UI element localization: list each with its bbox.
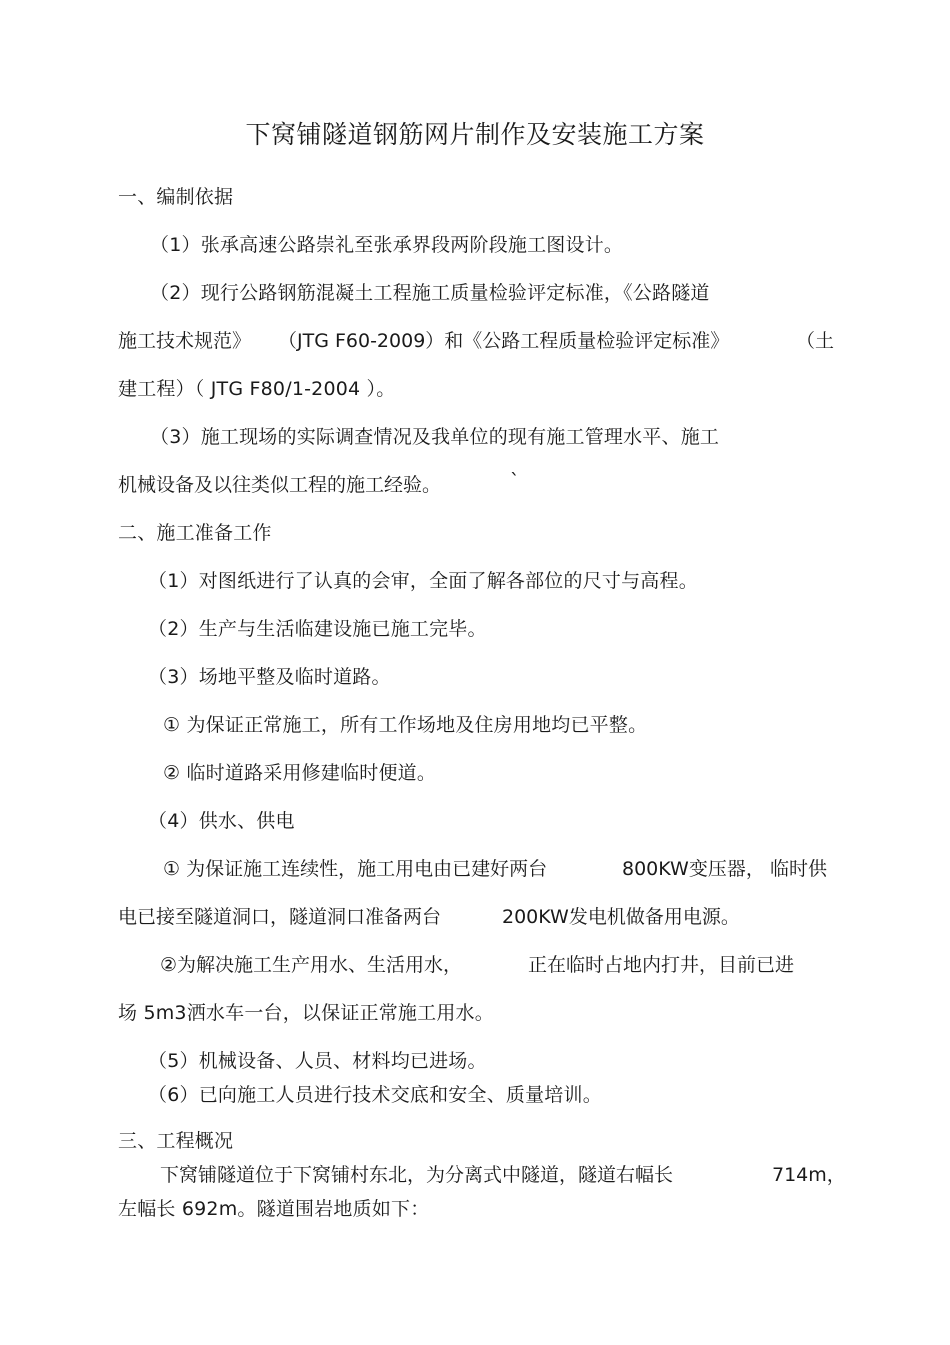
prep-item-4-sub-1-line-2-part-1: 电已接至隧道洞口，隧道洞口准备两台 bbox=[118, 906, 442, 928]
overview-line-1-part-2: 714m， bbox=[772, 1164, 846, 1186]
section-heading-overview: 三、工程概况 bbox=[118, 1130, 234, 1152]
section-heading-basis: 一、编制依据 bbox=[118, 186, 234, 208]
basis-item-2-line-3: 建工程）（ JTG F80/1-2004 ）。 bbox=[118, 378, 396, 400]
overview-line-1-part-1: 下窝铺隧道位于下窝铺村东北，为分离式中隧道，隧道右幅长 bbox=[160, 1164, 674, 1186]
prep-item-4-sub-1-line-2-part-2: 200KW发电机做备用电源。 bbox=[502, 906, 740, 928]
document-title: 下窝铺隧道钢筋网片制作及安装施工方案 bbox=[245, 120, 705, 149]
prep-item-6: （6）已向施工人员进行技术交底和安全、质量培训。 bbox=[148, 1084, 602, 1106]
basis-item-2-line-2-part-3: （土 bbox=[796, 330, 835, 352]
prep-item-3-sub-1: ① 为保证正常施工，所有工作场地及住房用地均已平整。 bbox=[163, 714, 648, 736]
basis-item-2-line-2-part-2: （JTG F60-2009）和《公路工程质量检验评定标准》 bbox=[278, 330, 730, 352]
section-heading-preparation: 二、施工准备工作 bbox=[118, 522, 272, 544]
prep-item-4-sub-2-line-2: 场 5m3洒水车一台，以保证正常施工用水。 bbox=[118, 1002, 494, 1024]
prep-item-3: （3）场地平整及临时道路。 bbox=[148, 666, 391, 688]
prep-item-4-sub-2-part-2: 正在临时占地内打井，目前已进 bbox=[528, 954, 795, 976]
prep-item-3-sub-2: ② 临时道路采用修建临时便道。 bbox=[163, 762, 437, 784]
prep-item-4: （4）供水、供电 bbox=[148, 810, 295, 832]
overview-line-2: 左幅长 692m。隧道围岩地质如下： bbox=[118, 1198, 430, 1220]
basis-item-1: （1）张承高速公路崇礼至张承界段两阶段施工图设计。 bbox=[150, 234, 624, 256]
basis-item-2-line-1: （2）现行公路钢筋混凝土工程施工质量检验评定标准，《公路隧道 bbox=[150, 282, 710, 304]
basis-item-2-line-2-part-1: 施工技术规范》 bbox=[118, 330, 252, 352]
prep-item-5: （5）机械设备、人员、材料均已进场。 bbox=[148, 1050, 487, 1072]
prep-item-4-sub-1-part-3: 临时供 bbox=[770, 858, 828, 880]
prep-item-4-sub-1-part-2: 800KW变压器， bbox=[622, 858, 765, 880]
prep-item-4-sub-1-part-1: ① 为保证施工连续性，施工用电由已建好两台 bbox=[163, 858, 548, 880]
stray-mark: ` bbox=[510, 470, 520, 492]
prep-item-4-sub-2-part-1: ②为解决施工生产用水、生活用水， bbox=[160, 954, 463, 976]
prep-item-2: （2）生产与生活临建设施已施工完毕。 bbox=[148, 618, 487, 640]
basis-item-3-line-2: 机械设备及以往类似工程的施工经验。 bbox=[118, 474, 442, 496]
prep-item-1: （1）对图纸进行了认真的会审，全面了解各部位的尺寸与高程。 bbox=[148, 570, 698, 592]
basis-item-3-line-1: （3）施工现场的实际调查情况及我单位的现有施工管理水平、施工 bbox=[150, 426, 720, 448]
